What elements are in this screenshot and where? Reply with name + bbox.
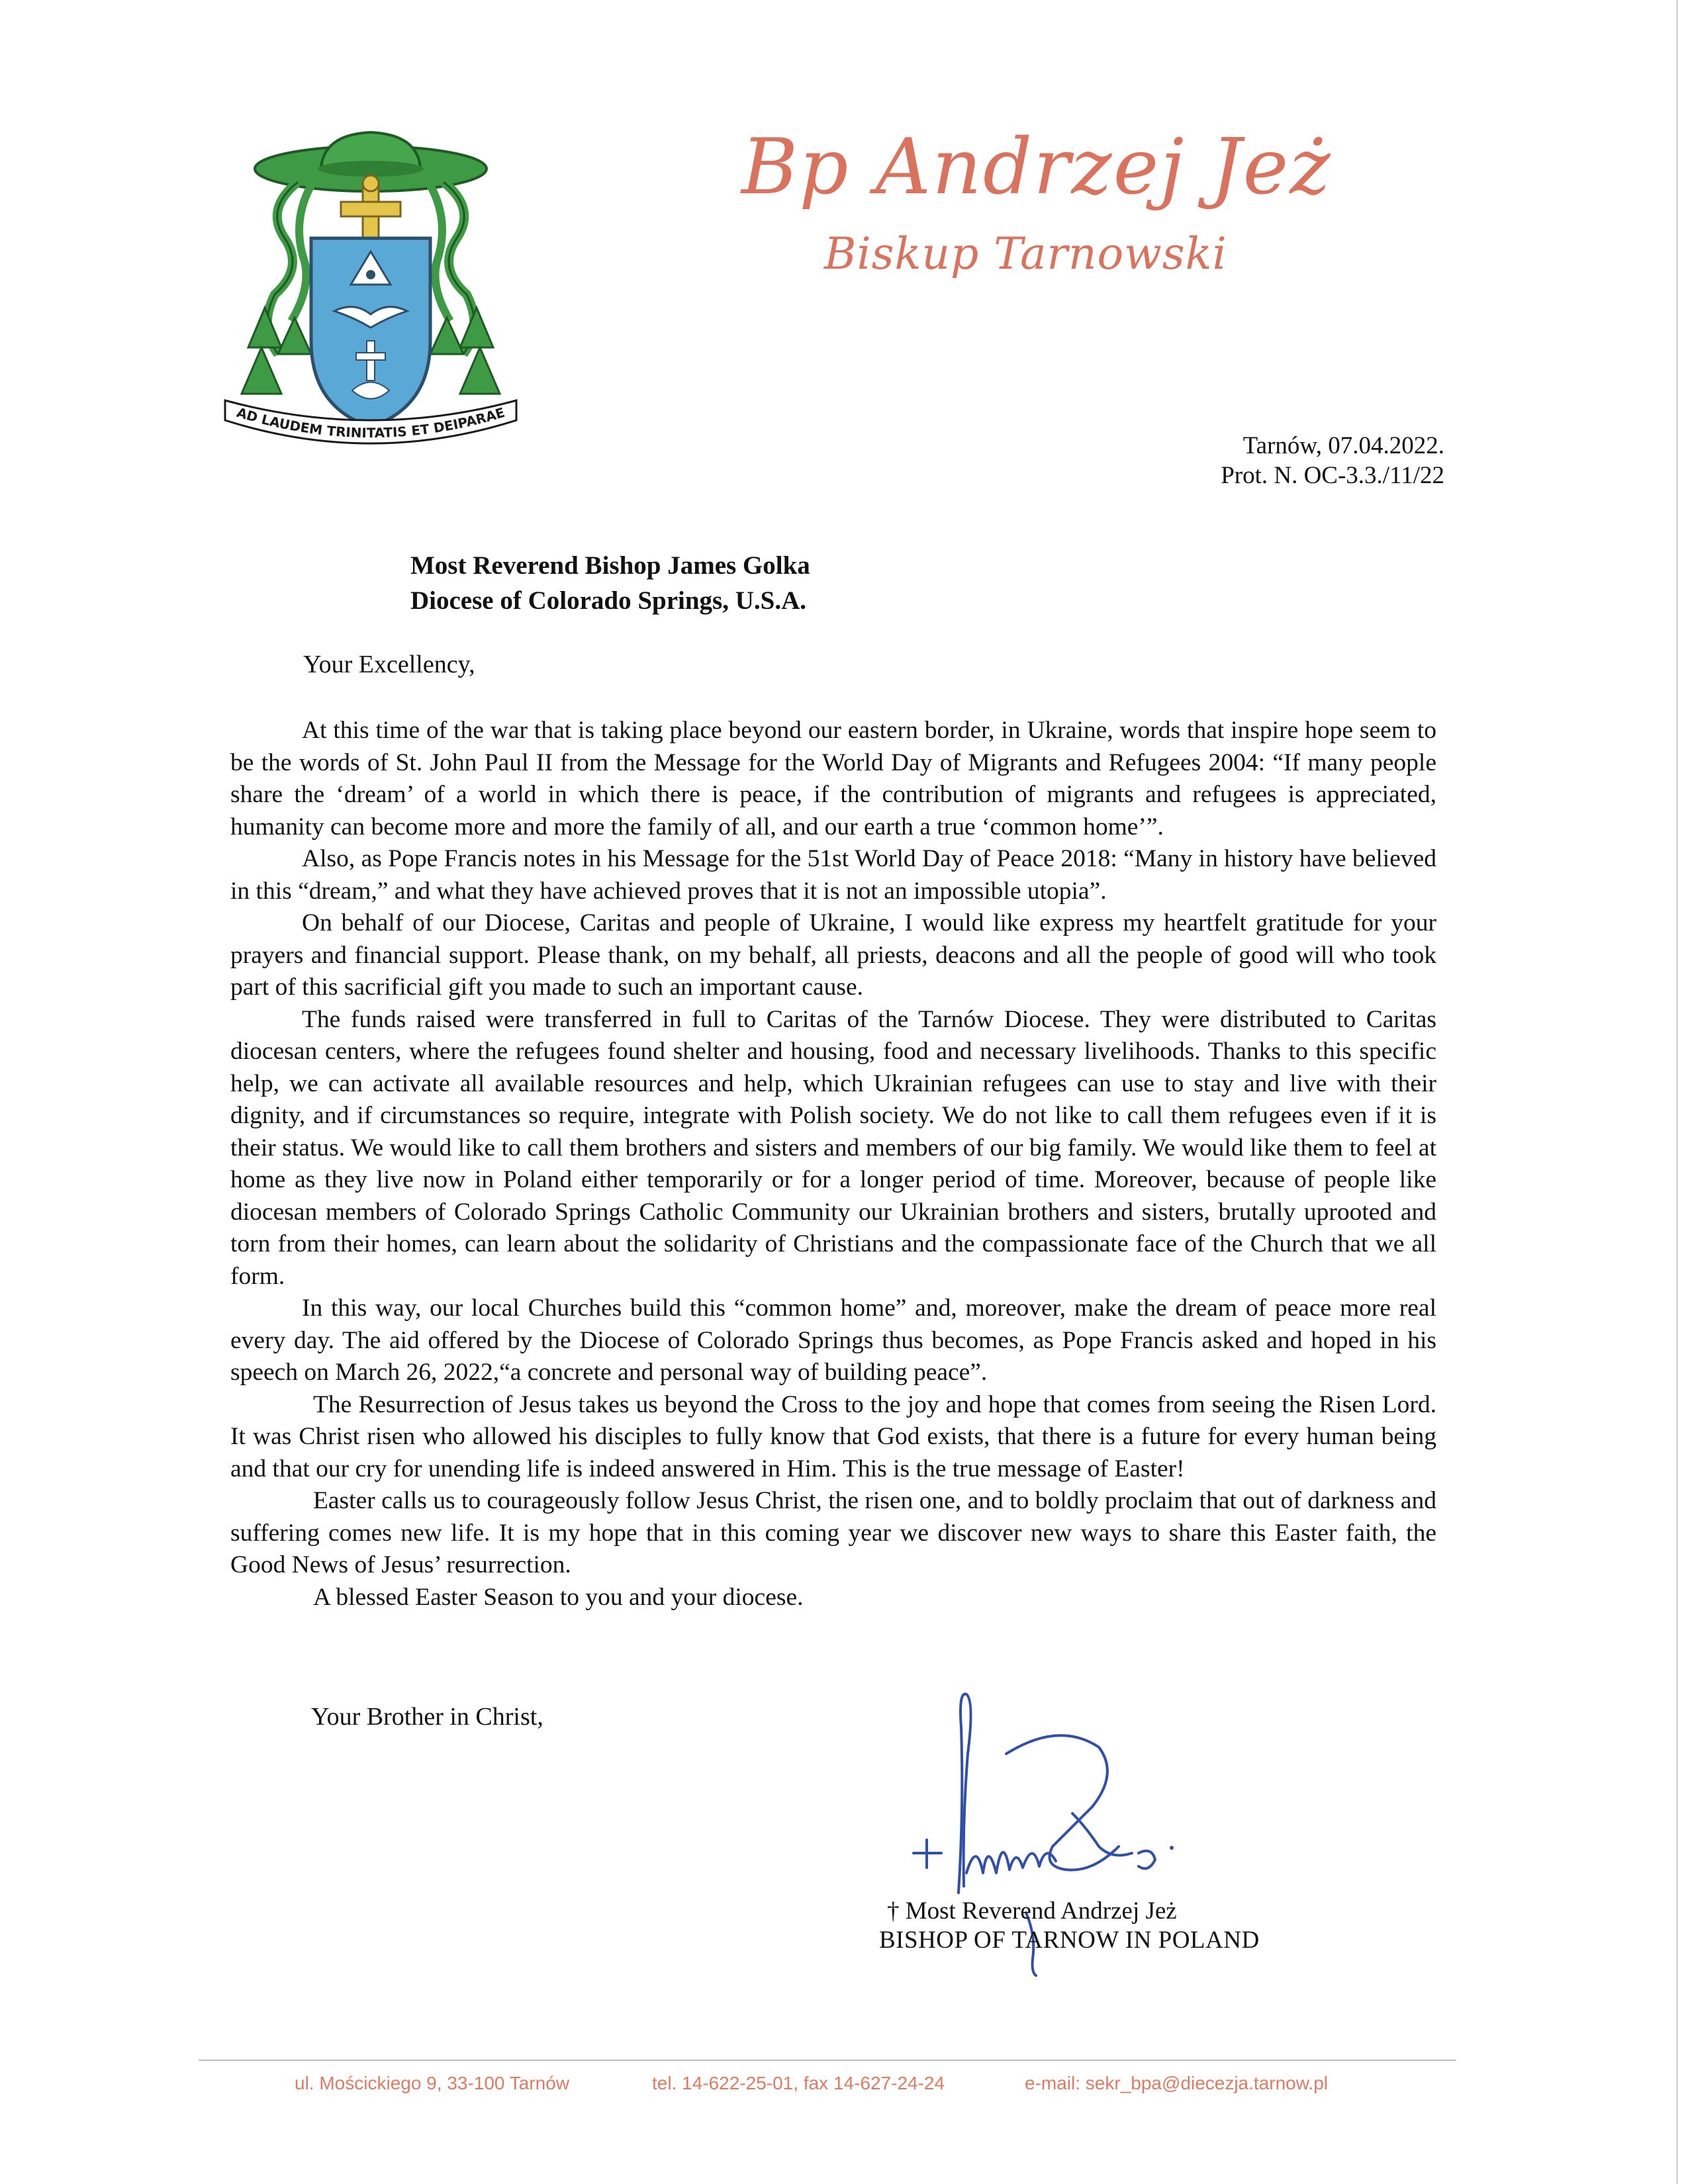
letterhead-name: Bp Andrzej Jeż — [741, 122, 1332, 212]
signer-name: † Most Reverend Andrzej Jeż — [887, 1897, 1177, 1925]
letter-body — [230, 715, 1436, 1614]
body-paragraph: The funds raised were transferred in full to Caritas of the Tarnów Diocese. They were distributed to Caritas diocesan centers, where the refugees found shelter and housing, food and necessary livelihoods. Thanks to this specific help, we can activate all available resources and help, which Ukrainian refugees can use to stay and live with their dignity, and if circumstances so require, integrate with Polish society. We do not like to call them refugees even if it is their status. We would like to call them brothers and sisters and members of our big family. We would like them to feel at home as they live now in Poland either temporarily or for a longer period of time. Moreover, because of people like diocesan members of Colorado Springs Catholic Community our Ukrainian brothers and sisters, brutally uprooted and torn from their homes, can learn about the solidarity of Christians and the compassionate face of the Church that we all form. — [230, 1005, 1436, 1290]
footer-divider — [199, 2060, 1456, 2061]
body-paragraph: At this time of the war that is taking place beyond our eastern border, in Ukraine, words that inspire hope seem to be the words of St. John Paul II from the Message for the World Day of Migrants and Refugees 2004: “If many people share the ‘dream’ of a world in which there is peace, if the contribution of migrants and refugees is appreciated, humanity can become more and more the family of all, and our earth a true ‘common home’”. — [230, 717, 1436, 841]
body-paragraph: In this way, our local Churches build this “common home” and, moreover, make the dream of peace more real every day. The aid offered by the Diocese of Colorado Springs thus becomes, as Pope Francis asked and hoped in his speech on March 26, 2022,“a concrete and personal way of building peace”. — [230, 1295, 1436, 1386]
recipient-diocese: Diocese of Colorado Springs, U.S.A. — [410, 586, 807, 615]
svg-text:AD LAUDEM TRINITATIS ET DEIPAR: AD LAUDEM TRINITATIS ET DEIPARAE — [234, 404, 507, 441]
body-paragraph: The Resurrection of Jesus takes us beyond the Cross to the joy and hope that comes from seeing the Risen Lord. It was Christ risen who allowed his disciples to fully know that God exists, that there is a future for every human being and that our cry for unending life is indeed answered in Him. This is the true message of Easter! — [230, 1390, 1436, 1482]
coat-of-arms-icon — [212, 129, 530, 473]
salutation: Your Excellency, — [303, 651, 475, 678]
place-date: Tarnów, 07.04.2022. — [1243, 432, 1444, 459]
signer-role: BISHOP OF TARNOW IN POLAND — [879, 1927, 1260, 1954]
body-paragraph: Easter calls us to courageously follow Jesus Christ, the risen one, and to boldly proclaim that out of darkness and suffering comes new life. It is my hope that in this coming year we discover new ways to share this Easter faith, the Good News of Jesus’ resurrection. — [230, 1487, 1436, 1578]
footer-address: ul. Mościckiego 9, 33-100 Tarnów — [295, 2073, 570, 2093]
body-paragraph: On behalf of our Diocese, Caritas and people of Ukraine, I would like express my heartfelt gratitude for your prayers and financial support. Please thank, on my behalf, all priests, deacons and all the people of good will who took part of this sacrificial gift you made to such an important cause. — [230, 909, 1436, 1001]
body-paragraph: Also, as Pope Francis notes in his Message for the 51st World Day of Peace 2018: “Many in history have believed in this “dream,” and what they have achieved proves that it is not an impossible utopia”. — [230, 845, 1436, 905]
body-paragraph: A blessed Easter Season to you and your diocese. — [313, 1583, 804, 1611]
letterhead-title: Biskup Tarnowski — [824, 228, 1227, 279]
footer-email: e-mail: sekr_bpa@diecezja.tarnow.pl — [1025, 2073, 1328, 2093]
recipient-name: Most Reverend Bishop James Golka — [410, 551, 810, 580]
page-edge — [1676, 0, 1678, 2184]
protocol-number: Prot. N. OC-3.3./11/22 — [1221, 462, 1444, 489]
complimentary-close: Your Brother in Christ, — [311, 1703, 543, 1731]
footer-phone: tel. 14-622-25-01, fax 14-627-24-24 — [652, 2073, 945, 2093]
